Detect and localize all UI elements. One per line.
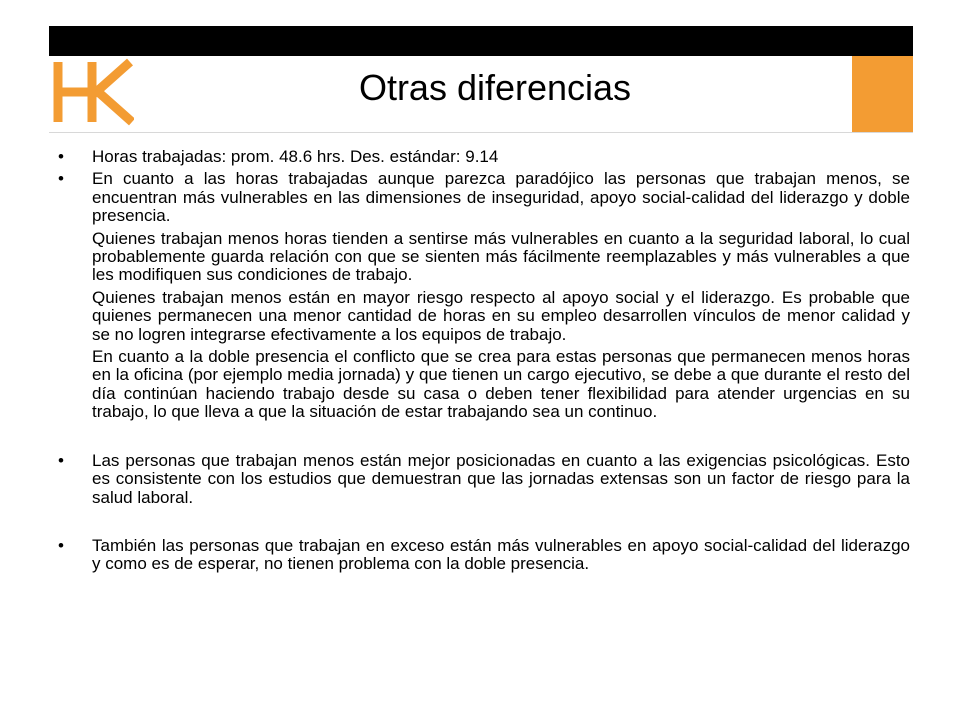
accent-block (852, 56, 913, 132)
bullet-item (58, 537, 910, 574)
bullet-dot-icon: • (58, 169, 64, 189)
bullet-text: Horas trabajadas: prom. 48.6 hrs. Des. estándar: 9.14 (92, 147, 499, 166)
bullet-text: Las personas que trabajan menos están mejor posicionadas en cuanto a las exigencias psicológicas. Esto es consistente con los estudios que demuestran que las jornadas extensas son un factor de riesgo para la salud laboral. (92, 450, 910, 507)
bullet-subparagraph: Quienes trabajan menos horas tienden a sentirse más vulnerables en cuanto a la seguridad laboral, lo cual probablemente guarda relación con que se sienten más fácilmente reemplazables y más vulnerables a que les modifiquen sus condiciones de trabajo. (92, 228, 910, 285)
hk-logo (52, 56, 134, 128)
bullet-dot-icon: • (58, 535, 64, 555)
slide-title: Otras diferencias (358, 67, 632, 108)
bullet-subparagraph: Quienes trabajan menos están en mayor riesgo respecto al apoyo social y el liderazgo. Es probable que quienes permanecen una menor cantidad de horas en su empleo desarrollen vínculos de menor calidad y se no logren integrarse efectivamente a los equipos de trabajo. (92, 287, 910, 344)
header-bar (49, 26, 913, 56)
title-divider (49, 132, 913, 133)
bullet-dot-icon: • (58, 147, 64, 166)
bullet-item (58, 170, 910, 421)
bullet-subparagraph: En cuanto a la doble presencia el conflicto que se crea para estas personas que permanecen menos horas en la oficina (por ejemplo media jornada) y que tienen un cargo ejecutivo, se debe a que durante el resto del día continúan haciendo trabajo desde su casa o deben tener flexibilidad para atender urgencias en su trabajo, lo que lleva a que la situación de estar trabajando sea un continuo. (92, 347, 910, 422)
bullet-list (58, 148, 910, 574)
bullet-text: También las personas que trabajan en exceso están más vulnerables en apoyo social-calidad del liderazgo y como es de esperar, no tienen problema con la doble presencia. (92, 535, 910, 574)
bullet-item (58, 452, 910, 507)
bullet-text: En cuanto a las horas trabajadas aunque parezca paradójico las personas que trabajan menos, se encuentran más vulnerables en las dimensiones de inseguridad, apoyo social-calidad del liderazgo y doble presencia. (92, 169, 910, 226)
bullet-dot-icon: • (58, 450, 64, 470)
bullet-item (58, 148, 910, 166)
